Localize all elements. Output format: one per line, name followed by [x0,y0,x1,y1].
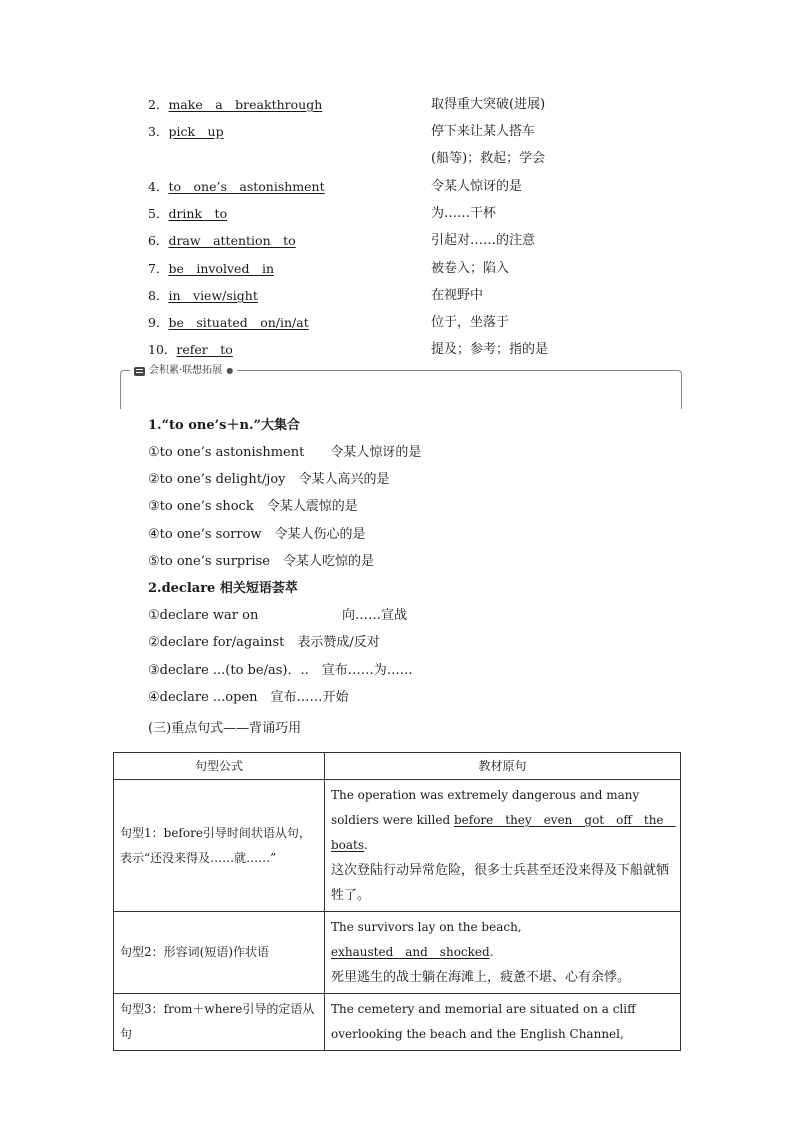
phrase-7-cn: 被卷入；陷入 [431,261,510,276]
table-header-row [114,753,681,780]
phrase-4: 4．to one’s astonishment [148,179,325,194]
declare-item: ④declare ...open 宣布……开始 [148,690,349,705]
phrase-9-cn: 位于，坐落于 [431,315,510,330]
example-punct: . [364,838,368,852]
phrase-2: 2．make a breakthrough [148,97,323,112]
table-header: 句型公式 [114,753,325,780]
table-row [114,912,681,994]
section-title-text: 会积累·联想拓展 [149,365,223,376]
expansion-heading-1: 1.“to one’s＋n.”大集合 [148,418,300,433]
phrase-7: 7．be involved in [148,261,274,276]
example-underlined: before they even got off the boats [331,813,676,852]
phrase-6-cn: 引起对……的注意 [431,233,536,248]
example-punct: . [489,945,494,959]
phrase-4-cn: 令某人惊讶的是 [431,179,523,194]
example-translation: 死里逃生的战士躺在海滩上，疲惫不堪、心有余悸。 [331,970,631,985]
declare-item-cn: 向……宣战 [342,608,408,623]
section-title [130,364,237,378]
phrase-8-cn: 在视野中 [431,288,484,303]
phrase-5: 5．drink to [148,206,228,221]
phrase-3: 3．pick up [148,124,224,139]
expansion-item: ①to one’s astonishment 令某人惊讶的是 [148,445,422,460]
expansion-item: ③to one’s shock 令某人震惊的是 [148,499,358,514]
example-cell: The cemetery and memorial are situated on a cliff overlooking the beach and the English Channel, [325,994,681,1051]
example-translation: 这次登陆行动异常危险，很多士兵甚至还没来得及下船就牺牲了。 [331,863,670,903]
expansion-item: ⑤to one’s surprise 令某人吃惊的是 [148,554,374,569]
phrase-9: 9．be situated on/in/at [148,315,309,330]
example-cell [325,780,681,912]
declare-item: ③declare ...(to be/as)．.. 宣布……为…… [148,663,413,678]
table-row [114,780,681,912]
example-underlined: exhausted and shocked [331,945,490,959]
table-header: 教材原句 [325,753,681,780]
pattern-cell: 句型1：before引导时间状语从句，表示“还没来得及……就……” [114,780,325,912]
expansion-heading-2: 2.declare 相关短语荟萃 [148,581,298,596]
expansion-item: ②to one’s delight/joy 令某人高兴的是 [148,472,390,487]
phrase-3-cn: 停下来让某人搭车 [431,124,536,139]
phrase-2-cn: 取得重大突破(进展) [431,97,546,112]
pattern-cell: 句型3：from＋where引导的定语从句 [114,994,325,1051]
expansion-item: ④to one’s sorrow 令某人伤心的是 [148,527,366,542]
phrase-3-cn-cont: (船等)；救起；学会 [431,151,546,166]
phrase-6: 6．draw attention to [148,233,296,248]
example-cell [325,912,681,994]
example-text: The survivors lay on the beach, [331,920,522,934]
pattern-cell: 句型2：形容词(短语)作状语 [114,912,325,994]
list-icon [134,367,145,376]
example-text: The operation was extremely dangerous and many soldiers were killed [331,788,640,827]
sentence-pattern-table [113,752,681,1051]
phrase-8: 8．in view/sight [148,288,258,303]
phrase-5-cn: 为……干杯 [431,206,497,221]
table-row [114,994,681,1051]
phrase-10-cn: 提及；参考；指的是 [431,342,549,357]
declare-item: ①declare war on [148,608,259,623]
dot-icon: ● [226,366,234,375]
phrase-10: 10．refer to [148,342,233,357]
section-3-heading: (三)重点句式——背诵巧用 [148,721,302,736]
declare-item: ②declare for/against 表示赞成/反对 [148,635,380,650]
